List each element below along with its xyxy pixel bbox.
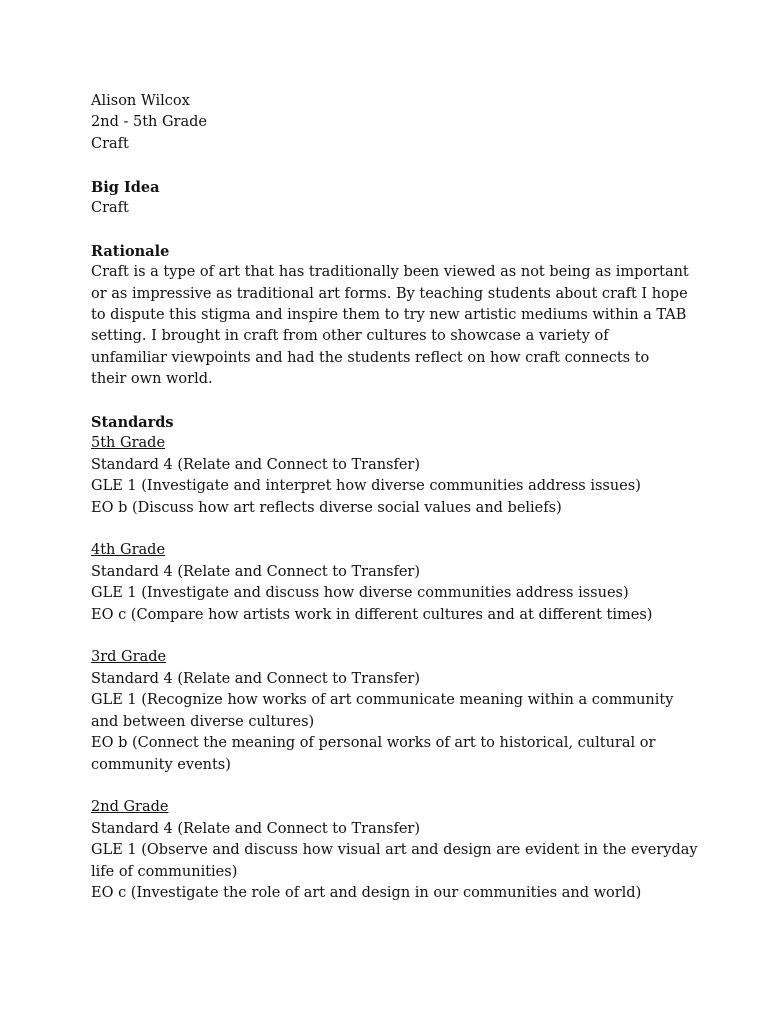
rationale-line: their own world. <box>91 371 213 388</box>
standard-line: Standard 4 (Relate and Connect to Transfer) <box>91 820 421 837</box>
grade-3-standards <box>91 647 711 775</box>
standard-line: and between diverse cultures) <box>91 713 315 730</box>
standard-line: EO b (Connect the meaning of personal works of art to historical, cultural or <box>91 735 656 752</box>
standard-line: GLE 1 (Investigate and discuss how diverse communities address issues) <box>91 585 629 602</box>
spacer <box>91 519 711 540</box>
standard-line: Standard 4 (Relate and Connect to Transfer) <box>91 456 421 473</box>
big-idea-section <box>91 177 711 220</box>
standards-section <box>91 412 711 904</box>
spacer <box>91 391 711 412</box>
rationale-line: or as impressive as traditional art forms. By teaching students about craft I hope <box>91 285 688 302</box>
rationale-line: Craft is a type of art that has traditionally been viewed as not being as important <box>91 264 689 281</box>
standard-line: EO c (Compare how artists work in different cultures and at different times) <box>91 606 653 623</box>
unit-topic: Craft <box>91 135 129 152</box>
spacer <box>91 219 711 240</box>
rationale-line: to dispute this stigma and inspire them to try new artistic mediums within a TAB <box>91 307 687 324</box>
standard-line: GLE 1 (Investigate and interpret how diverse communities address issues) <box>91 478 641 495</box>
big-idea-text: Craft <box>91 200 129 217</box>
grade-heading: 4th Grade <box>91 542 166 559</box>
document-body <box>91 91 711 904</box>
grade-2-standards <box>91 797 711 904</box>
grade-heading: 5th Grade <box>91 435 166 452</box>
rationale-line: setting. I brought in craft from other cultures to showcase a variety of <box>91 328 609 345</box>
standards-heading: Standards <box>91 414 174 432</box>
spacer <box>91 155 711 176</box>
standard-line: GLE 1 (Observe and discuss how visual art and design are evident in the everyday <box>91 842 698 859</box>
standard-line: Standard 4 (Relate and Connect to Transfer) <box>91 563 421 580</box>
spacer <box>91 776 711 797</box>
spacer <box>91 626 711 647</box>
grade-range: 2nd - 5th Grade <box>91 114 207 131</box>
header-block <box>91 91 711 155</box>
grade-heading: 2nd Grade <box>91 799 169 816</box>
standard-line: community events) <box>91 756 231 773</box>
standard-line: life of communities) <box>91 863 238 880</box>
author-name: Alison Wilcox <box>91 93 190 109</box>
grade-heading: 3rd Grade <box>91 649 167 666</box>
standard-line: Standard 4 (Relate and Connect to Transfer) <box>91 670 421 687</box>
rationale-heading: Rationale <box>91 242 170 260</box>
grade-4-standards <box>91 540 711 626</box>
standard-line: GLE 1 (Recognize how works of art communicate meaning within a community <box>91 692 674 709</box>
rationale-section <box>91 241 711 391</box>
rationale-line: unfamiliar viewpoints and had the students reflect on how craft connects to <box>91 349 650 366</box>
standard-line: EO b (Discuss how art reflects diverse social values and beliefs) <box>91 499 562 516</box>
big-idea-heading: Big Idea <box>91 178 160 196</box>
grade-5-standards <box>91 433 711 519</box>
standard-line: EO c (Investigate the role of art and design in our communities and world) <box>91 884 642 901</box>
